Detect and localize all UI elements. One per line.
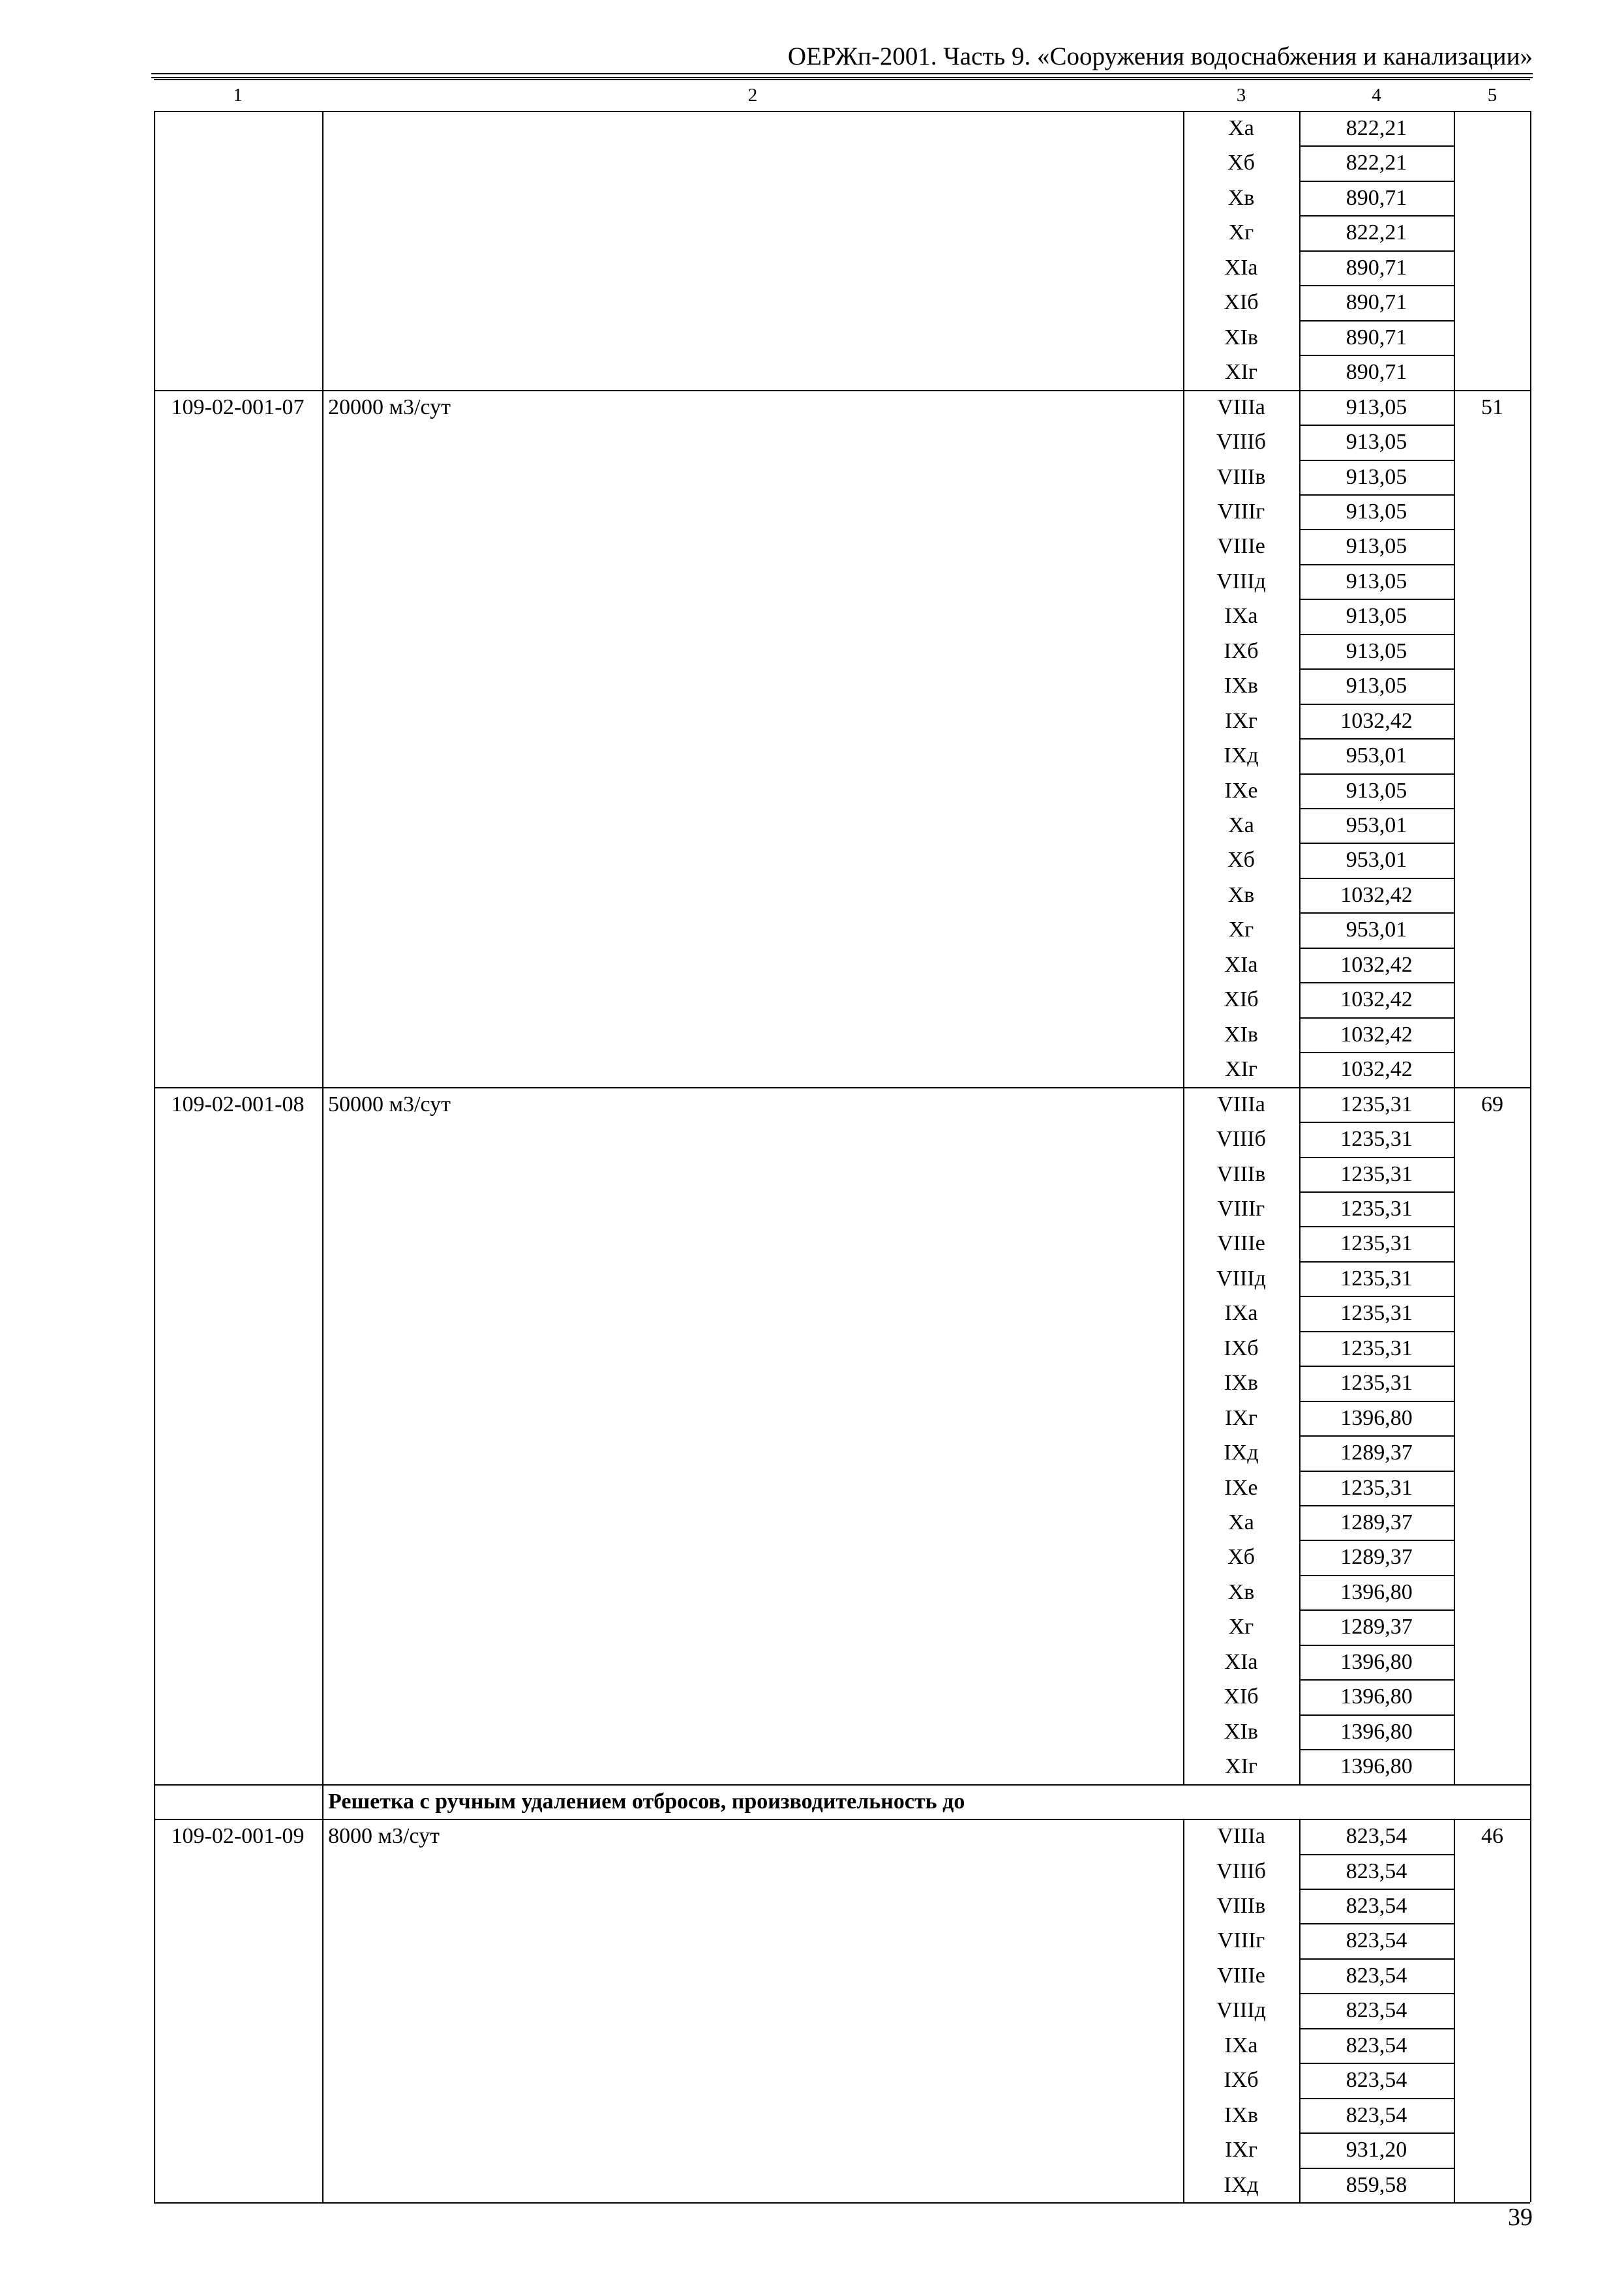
column-divider bbox=[1299, 390, 1301, 1087]
table-right-border bbox=[1530, 390, 1531, 1087]
price-cell: 890,71 bbox=[1346, 325, 1407, 350]
price-cell: 913,05 bbox=[1346, 674, 1407, 698]
column-divider bbox=[1454, 111, 1455, 390]
column-number-2: 2 bbox=[747, 85, 758, 106]
zone-cell: IXд bbox=[1224, 1441, 1259, 1465]
price-cell: 823,54 bbox=[1346, 1893, 1407, 1918]
price-cell: 931,20 bbox=[1346, 2138, 1407, 2162]
price-cell: 823,54 bbox=[1346, 1963, 1407, 1988]
zone-cell: XIг bbox=[1225, 1057, 1257, 1082]
zone-cell: IXa bbox=[1224, 1301, 1258, 1326]
page-header: ОЕРЖп-2001. Часть 9. «Сооружения водоснабжения и канализации» bbox=[787, 42, 1533, 70]
zone-cell: VIIIб bbox=[1216, 1859, 1266, 1883]
price-cell: 953,01 bbox=[1346, 813, 1407, 837]
price-cell: 913,05 bbox=[1346, 778, 1407, 803]
price-cell: 1235,31 bbox=[1340, 1301, 1413, 1326]
price-cell: 1032,42 bbox=[1340, 1057, 1413, 1082]
price-cell: 953,01 bbox=[1346, 848, 1407, 873]
price-cell: 953,01 bbox=[1346, 918, 1407, 942]
item-code: 109-02-001-07 bbox=[171, 395, 305, 419]
price-cell: 1289,37 bbox=[1340, 1441, 1413, 1465]
price-cell: 823,54 bbox=[1346, 1928, 1407, 1953]
zone-cell: Xa bbox=[1228, 1510, 1254, 1534]
zone-cell: VIIIa bbox=[1217, 1824, 1265, 1849]
zone-cell: VIIIe bbox=[1217, 1963, 1265, 1988]
column-number-4: 4 bbox=[1372, 85, 1381, 106]
price-cell: 823,54 bbox=[1346, 1859, 1407, 1883]
zone-cell: IXв bbox=[1224, 1371, 1258, 1396]
column-divider bbox=[1454, 1819, 1455, 2202]
zone-cell: XIб bbox=[1224, 1684, 1259, 1709]
column-divider bbox=[1299, 1819, 1301, 2202]
zone-cell: XIб bbox=[1224, 987, 1259, 1012]
table-right-border bbox=[1530, 1819, 1531, 2202]
table-top-border bbox=[154, 79, 1530, 80]
table-left-border bbox=[154, 1087, 155, 1784]
zone-cell: IXд bbox=[1224, 743, 1259, 768]
price-cell: 859,58 bbox=[1346, 2172, 1407, 2197]
price-cell: 823,54 bbox=[1346, 1824, 1407, 1849]
zone-cell: XIг bbox=[1225, 1754, 1257, 1779]
price-table bbox=[154, 79, 1530, 2197]
zone-cell: Xa bbox=[1228, 813, 1254, 837]
column-divider bbox=[1454, 1087, 1455, 1784]
zone-cell: VIIIд bbox=[1216, 1266, 1266, 1291]
zone-cell: XIa bbox=[1224, 1649, 1258, 1674]
zone-cell: VIIIб bbox=[1216, 430, 1266, 455]
price-cell: 913,05 bbox=[1346, 534, 1407, 559]
price-cell: 1396,80 bbox=[1340, 1579, 1413, 1604]
price-cell: 1235,31 bbox=[1340, 1161, 1413, 1186]
column-divider bbox=[1299, 111, 1301, 390]
item-value: 46 bbox=[1481, 1824, 1503, 1849]
column-divider bbox=[1183, 111, 1184, 390]
item-value: 51 bbox=[1481, 395, 1503, 419]
table-right-border bbox=[1530, 111, 1531, 390]
item-description: 50000 м3/сут bbox=[328, 1092, 451, 1116]
price-cell: 1396,80 bbox=[1340, 1649, 1413, 1674]
price-cell: 1235,31 bbox=[1340, 1371, 1413, 1396]
table-left-border bbox=[154, 1819, 155, 2202]
table-left-border bbox=[154, 390, 155, 1087]
column-number-5: 5 bbox=[1487, 85, 1497, 106]
table-left-border bbox=[154, 111, 155, 390]
price-cell: 1289,37 bbox=[1340, 1615, 1413, 1639]
zone-cell: XIв bbox=[1224, 1022, 1258, 1047]
price-cell: 1032,42 bbox=[1340, 987, 1413, 1012]
column-divider bbox=[1183, 1087, 1184, 1784]
zone-cell: VIIIe bbox=[1217, 1231, 1265, 1256]
zone-cell: IXб bbox=[1224, 1336, 1259, 1360]
zone-cell: Xб bbox=[1227, 151, 1255, 175]
column-divider bbox=[1299, 1087, 1301, 1784]
price-cell: 1396,80 bbox=[1340, 1719, 1413, 1744]
price-cell: 1032,42 bbox=[1340, 882, 1413, 907]
zone-cell: VIIIa bbox=[1217, 395, 1265, 419]
price-cell: 913,05 bbox=[1346, 499, 1407, 524]
zone-cell: XIв bbox=[1224, 1719, 1258, 1744]
zone-cell: VIIIг bbox=[1217, 1928, 1265, 1953]
price-cell: 1396,80 bbox=[1340, 1405, 1413, 1430]
price-cell: 822,21 bbox=[1346, 151, 1407, 175]
zone-cell: IXб bbox=[1224, 638, 1259, 663]
price-cell: 1396,80 bbox=[1340, 1684, 1413, 1709]
table-right-border bbox=[1530, 1784, 1531, 1819]
column-number-3: 3 bbox=[1236, 85, 1246, 106]
price-cell: 913,05 bbox=[1346, 604, 1407, 629]
item-code bbox=[154, 111, 322, 146]
zone-cell: IXг bbox=[1225, 2138, 1257, 2162]
price-cell: 890,71 bbox=[1346, 360, 1407, 385]
price-cell: 1032,42 bbox=[1340, 1022, 1413, 1047]
item-description bbox=[323, 111, 1182, 146]
zone-cell: VIIIe bbox=[1217, 534, 1265, 559]
table-left-border bbox=[154, 1784, 155, 1819]
price-cell: 823,54 bbox=[1346, 2102, 1407, 2127]
zone-cell: XIг bbox=[1225, 360, 1257, 385]
zone-cell: XIa bbox=[1224, 952, 1258, 977]
zone-cell: VIIIг bbox=[1217, 1196, 1265, 1221]
column-number-1: 1 bbox=[233, 85, 243, 106]
zone-cell: IXв bbox=[1224, 674, 1258, 698]
item-value bbox=[1454, 111, 1530, 146]
column-divider bbox=[1183, 1819, 1184, 2202]
item-description: 20000 м3/сут bbox=[328, 395, 451, 419]
zone-cell: IXг bbox=[1225, 708, 1257, 733]
zone-cell: Xг bbox=[1228, 918, 1254, 942]
price-cell: 1396,80 bbox=[1340, 1754, 1413, 1779]
zone-cell: VIIIг bbox=[1217, 499, 1265, 524]
column-divider bbox=[1183, 390, 1184, 1087]
price-cell: 913,05 bbox=[1346, 464, 1407, 489]
price-cell: 823,54 bbox=[1346, 1998, 1407, 2023]
price-cell: 822,21 bbox=[1346, 116, 1407, 140]
zone-cell: XIв bbox=[1224, 325, 1258, 350]
zone-cell: IXe bbox=[1224, 1475, 1258, 1500]
price-cell: 1235,31 bbox=[1340, 1475, 1413, 1500]
zone-cell: IXa bbox=[1224, 2033, 1258, 2057]
zone-cell: Xв bbox=[1227, 882, 1255, 907]
price-cell: 1032,42 bbox=[1340, 952, 1413, 977]
group-bottom-border bbox=[154, 2202, 1530, 2204]
zone-cell: Xб bbox=[1227, 1545, 1255, 1570]
column-divider bbox=[322, 111, 323, 390]
zone-cell: VIIIб bbox=[1216, 1127, 1266, 1152]
zone-cell: Xв bbox=[1227, 1579, 1255, 1604]
zone-cell: Xг bbox=[1228, 220, 1254, 245]
zone-cell: Xв bbox=[1227, 185, 1255, 210]
zone-cell: IXa bbox=[1224, 604, 1258, 629]
price-cell: 1235,31 bbox=[1340, 1196, 1413, 1221]
zone-cell: IXв bbox=[1224, 2102, 1258, 2127]
price-cell: 890,71 bbox=[1346, 290, 1407, 315]
zone-cell: VIIIв bbox=[1216, 1893, 1266, 1918]
price-cell: 1235,31 bbox=[1340, 1231, 1413, 1256]
price-cell: 1289,37 bbox=[1340, 1510, 1413, 1534]
price-cell: 1235,31 bbox=[1340, 1336, 1413, 1360]
page-number: 39 bbox=[1508, 2204, 1533, 2231]
zone-cell: Xг bbox=[1228, 1615, 1254, 1639]
zone-cell: Xб bbox=[1227, 848, 1255, 873]
price-cell: 913,05 bbox=[1346, 430, 1407, 455]
column-divider bbox=[1454, 390, 1455, 1087]
price-cell: 1235,31 bbox=[1340, 1092, 1413, 1116]
zone-cell: XIa bbox=[1224, 255, 1258, 280]
price-cell: 823,54 bbox=[1346, 2068, 1407, 2093]
item-code: 109-02-001-08 bbox=[171, 1092, 305, 1116]
price-cell: 1032,42 bbox=[1340, 708, 1413, 733]
item-description: 8000 м3/сут bbox=[328, 1824, 440, 1849]
zone-cell: IXг bbox=[1225, 1405, 1257, 1430]
price-cell: 890,71 bbox=[1346, 185, 1407, 210]
item-value: 69 bbox=[1481, 1092, 1503, 1116]
column-divider bbox=[322, 1784, 323, 1819]
zone-cell: IXб bbox=[1224, 2068, 1259, 2093]
zone-cell: VIIIв bbox=[1216, 464, 1266, 489]
zone-cell: VIIIв bbox=[1216, 1161, 1266, 1186]
section-title: Решетка с ручным удалением отбросов, производительность до bbox=[328, 1789, 965, 1814]
price-cell: 913,05 bbox=[1346, 395, 1407, 419]
zone-cell: VIIIa bbox=[1217, 1092, 1265, 1116]
zone-cell: XIб bbox=[1224, 290, 1259, 315]
column-divider bbox=[322, 1819, 323, 2202]
column-divider bbox=[322, 390, 323, 1087]
zone-cell: IXд bbox=[1224, 2172, 1259, 2197]
item-code: 109-02-001-09 bbox=[171, 1824, 305, 1849]
price-cell: 822,21 bbox=[1346, 220, 1407, 245]
column-divider bbox=[322, 1087, 323, 1784]
price-cell: 1289,37 bbox=[1340, 1545, 1413, 1570]
price-cell: 890,71 bbox=[1346, 255, 1407, 280]
price-cell: 913,05 bbox=[1346, 569, 1407, 593]
price-cell: 1235,31 bbox=[1340, 1266, 1413, 1291]
zone-cell: VIIIд bbox=[1216, 569, 1266, 593]
header-rule-top bbox=[151, 73, 1533, 74]
price-cell: 823,54 bbox=[1346, 2033, 1407, 2057]
table-right-border bbox=[1530, 1087, 1531, 1784]
zone-cell: Xa bbox=[1228, 116, 1254, 140]
zone-cell: VIIIд bbox=[1216, 1998, 1266, 2023]
price-cell: 953,01 bbox=[1346, 743, 1407, 768]
price-cell: 1235,31 bbox=[1340, 1127, 1413, 1152]
zone-cell: IXe bbox=[1224, 778, 1258, 803]
price-cell: 913,05 bbox=[1346, 638, 1407, 663]
